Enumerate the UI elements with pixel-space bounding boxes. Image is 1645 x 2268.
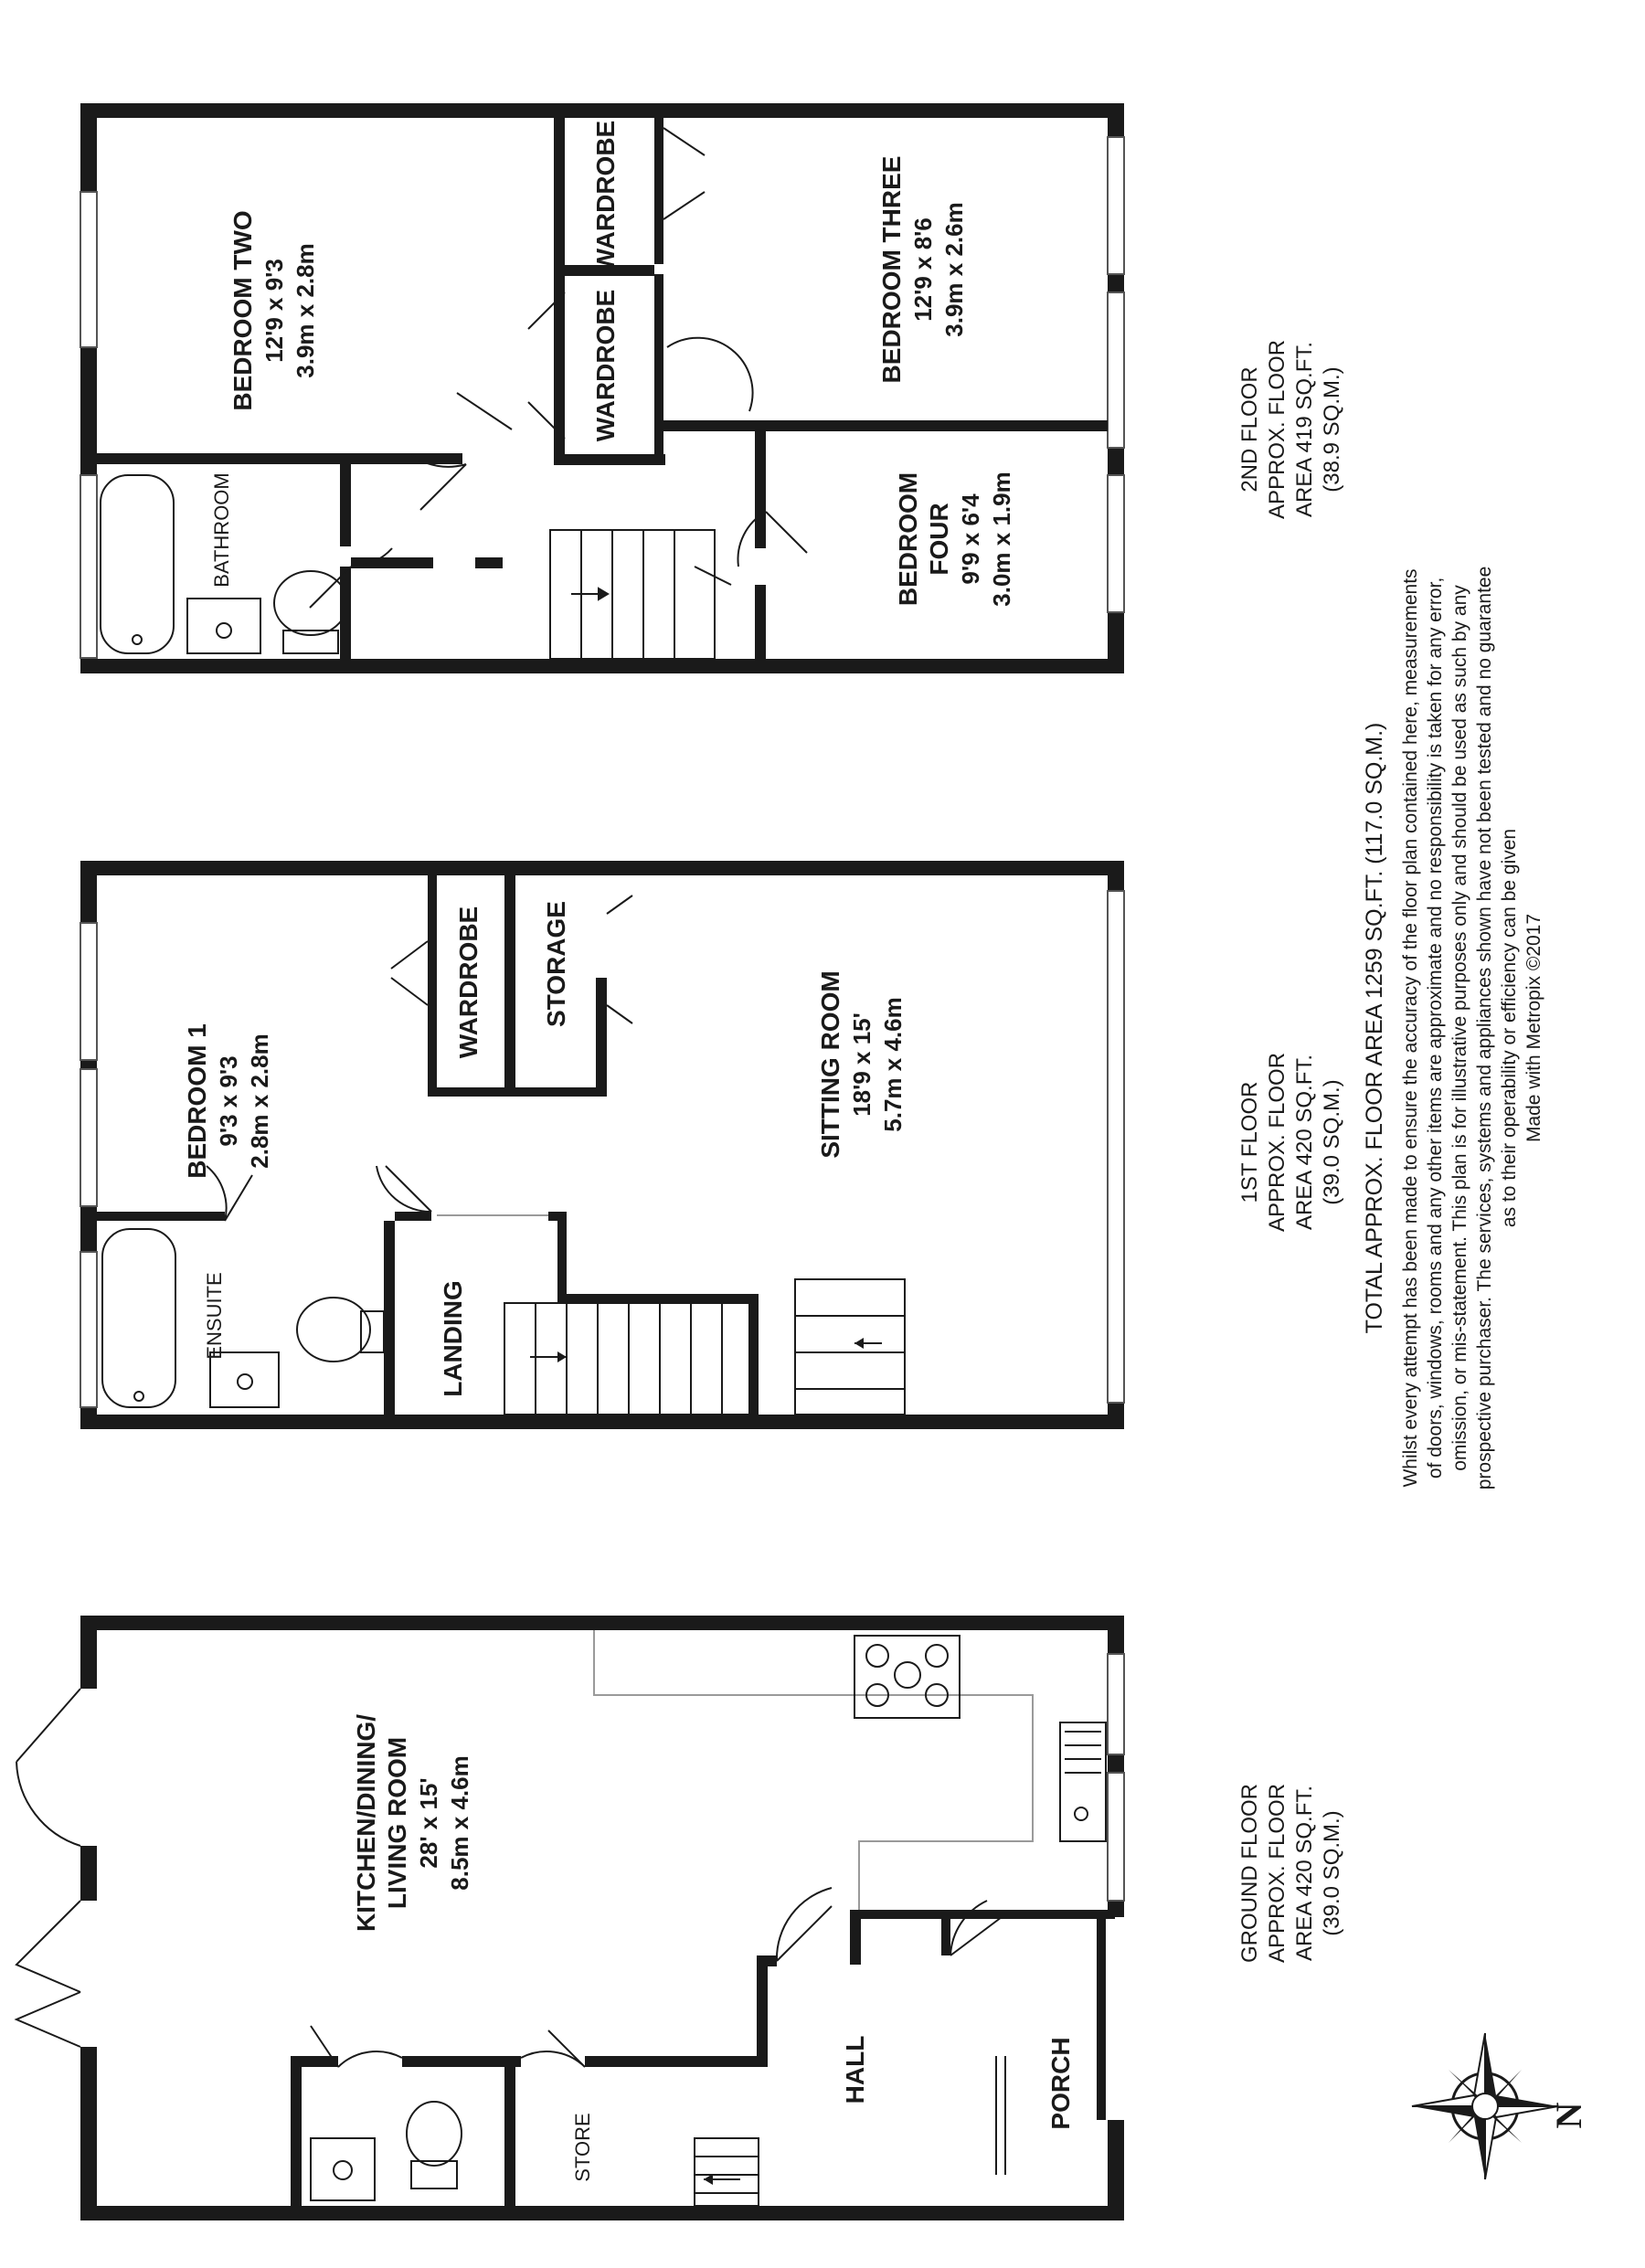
basin-icon (311, 2138, 375, 2200)
sink-icon (1060, 1722, 1106, 1841)
bath-icon (101, 475, 174, 653)
bedroom-three-label (877, 156, 968, 384)
second-floor-plan (80, 103, 1124, 673)
disclaimer-line: of doors, windows, rooms and any other items are approximate and no responsibility is taken for any error, (1425, 577, 1446, 1479)
room-imperial: 9'3 x 9'3 (215, 1055, 242, 1147)
room-metric: 8.5m x 4.6m (446, 1755, 473, 1891)
staircase (695, 2138, 759, 2206)
disclaimer-line: prospective purchaser. The services, systems and appliances shown have not been tested and no guarantee (1474, 566, 1495, 1490)
room-name: BEDROOM THREE (877, 155, 906, 384)
bedroom-1-label (183, 1023, 273, 1179)
area-line: (39.0 SQ.M.) (1320, 1079, 1344, 1205)
area-line: 2ND FLOOR (1237, 366, 1262, 493)
room-metric: 3.9m x 2.8m (292, 243, 319, 378)
window (1108, 1654, 1124, 1754)
credit-line: Made with Metropix ©2017 (1523, 913, 1544, 1143)
window (1108, 137, 1124, 274)
area-line: AREA 420 SQ.FT. (1292, 1785, 1317, 1962)
disclaimer (1400, 567, 1544, 1490)
area-line: AREA 420 SQ.FT. (1292, 1054, 1317, 1231)
room-metric: 5.7m x 4.6m (879, 997, 907, 1132)
toilet-icon (274, 571, 347, 653)
room-name: SITTING ROOM (816, 970, 844, 1159)
room-metric: 3.9m x 2.6m (940, 202, 968, 337)
north-label: N (1548, 2102, 1589, 2129)
area-line: AREA 419 SQ.FT. (1292, 341, 1317, 518)
landing-label: LANDING (439, 1280, 467, 1397)
window (80, 475, 97, 658)
disclaimer-line: as to their operability or efficiency can be given (1499, 828, 1520, 1228)
room-imperial: 9'9 x 6'4 (957, 493, 984, 585)
bath-icon (102, 1229, 175, 1407)
window (80, 923, 97, 1060)
bathroom-label: BATHROOM (210, 472, 233, 588)
room-metric: 3.0m x 1.9m (988, 472, 1015, 607)
room-imperial: 28' x 15' (415, 1777, 442, 1869)
store-label: STORE (571, 2113, 594, 2182)
area-line: APPROX. FLOOR (1265, 1783, 1289, 1964)
wardrobe-label: WARDROBE (591, 289, 620, 442)
window (80, 192, 97, 347)
basin-icon (210, 1352, 279, 1407)
first-floor-plan (80, 861, 1124, 1429)
window (1108, 891, 1124, 1403)
first-floor-area (1237, 1053, 1344, 1232)
room-name: LIVING ROOM (383, 1736, 411, 1910)
ground-floor-plan (16, 1616, 1124, 2220)
ground-floor-area (1237, 1784, 1344, 1963)
wardrobe-label: WARDROBE (454, 906, 483, 1059)
hall-label: HALL (841, 2035, 869, 2104)
room-name: FOUR (925, 503, 953, 576)
staircase (550, 530, 731, 659)
disclaimer-line: Whilst every attempt has been made to ensure the accuracy of the floor plan contained here, measurements (1400, 568, 1421, 1488)
toilet-icon (297, 1298, 384, 1362)
area-line: APPROX. FLOOR (1265, 1052, 1289, 1233)
ensuite-label: ENSUITE (203, 1272, 226, 1360)
room-imperial: 12'9 x 9'3 (260, 259, 288, 363)
room-name: KITCHEN/DINING/ (352, 1714, 380, 1932)
storage-label: STORAGE (542, 901, 570, 1027)
basin-icon (187, 599, 260, 653)
window (80, 1252, 97, 1407)
porch-label: PORCH (1046, 2037, 1075, 2130)
room-name: BEDROOM 1 (183, 1023, 211, 1179)
area-line: GROUND FLOOR (1237, 1783, 1262, 1964)
window (80, 1069, 97, 1206)
window (1108, 292, 1124, 448)
room-name: BEDROOM (894, 472, 922, 607)
total-area: TOTAL APPROX. FLOOR AREA 1259 SQ.FT. (117.0 SQ.M.) (1362, 722, 1387, 1334)
sitting-room-label (816, 970, 907, 1158)
window (1108, 1773, 1124, 1901)
room-imperial: 12'9 x 8'6 (909, 217, 937, 322)
bedroom-two-label (228, 210, 319, 410)
room-imperial: 18'9 x 15' (848, 1012, 876, 1117)
disclaimer-line: omission, or mis-statement. This plan is for illustrative purposes only and should be used as such by any (1449, 585, 1470, 1471)
toilet-icon (407, 2102, 462, 2189)
area-line: APPROX. FLOOR (1265, 339, 1289, 520)
area-line: (39.0 SQ.M.) (1320, 1810, 1344, 1936)
worktop (594, 1630, 1033, 1910)
window (1108, 475, 1124, 612)
hob-icon (854, 1636, 960, 1718)
compass-icon (1412, 2033, 1589, 2179)
bedroom-four-label (894, 472, 1015, 606)
area-line: (38.9 SQ.M.) (1320, 366, 1344, 493)
area-line: 1ST FLOOR (1237, 1081, 1262, 1203)
room-name: BEDROOM TWO (228, 210, 257, 411)
kitchen-label (352, 1714, 473, 1932)
wardrobe-label: WARDROBE (591, 120, 620, 273)
second-floor-area (1237, 340, 1344, 519)
room-metric: 2.8m x 2.8m (246, 1033, 273, 1169)
